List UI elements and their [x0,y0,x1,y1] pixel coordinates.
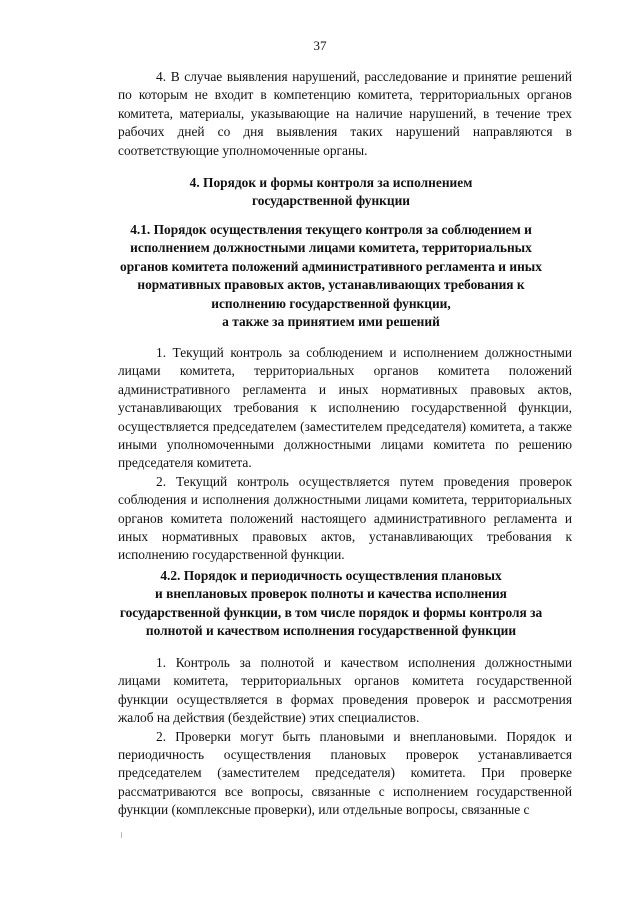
section-4-2-paragraph-2: 2. Проверки могут быть плановыми и внеплановыми. Порядок и периодичность осуществления плановых проверок устанавливается председателем (заместителем председателя) комитета. При проверке рассматриваются все вопросы, связанные с исполнением государственной функции (комплексные проверки), или отдельные вопросы, связанные с [118,728,572,818]
section-4-2-title-line: полнотой и качеством исполнения государственной функции [145,623,517,639]
section-4-2-title-line: государственной функции, в том числе порядок и формы контроля за [119,604,543,620]
section-4-1-title-line: а также за принятием ими решений [222,314,440,330]
section-4-2-paragraph-1: 1. Контроль за полнотой и качеством исполнения должностными лицами комитета, территориальных органов комитета государственной функции осуществляется в формах проведения проверок и рассмотрения жалоб на действия (бездействие) этих специалистов. [118,655,572,726]
intro-paragraph-block [118,68,572,160]
scan-speck [121,832,122,838]
section-4-2-heading [90,567,572,641]
section-4-1-body [118,344,572,565]
section-4-title-line: государственной функции [251,193,411,209]
section-4-1-heading [90,221,572,331]
section-4-1-title-line: 4.1. Порядок осуществления текущего контроля за соблюдением и [130,222,532,237]
section-4-title-line: 4. Порядок и формы контроля за исполнением [189,175,473,190]
section-4-heading [90,174,572,211]
section-4-2-title-line: и внеплановых проверок полноты и качества исполнения [155,586,507,602]
page-number: 37 [313,38,327,53]
section-4-1-title-line: нормативных правовых актов, устанавливающих требования к [137,277,525,293]
intro-paragraph: 4. В случае выявления нарушений, расследование и принятие решений по которым не входит в компетенцию комитета, территориальных органов комитета, материалы, указывающие на наличие нарушений, в течение трех рабочих дней со дня выявления таких нарушений направляются в соответствующие уполномоченные органы. [118,69,572,158]
section-4-1-paragraph-2: 2. Текущий контроль осуществляется путем проведения проверок соблюдения и исполнения должностными лицами комитета, территориальных органов комитета положений настоящего административного регламента и иных нормативных правовых актов, устанавливающих требования к исполнению государственной функции. [118,473,572,563]
section-4-2-body [118,654,572,820]
section-4-1-paragraph-1: 1. Текущий контроль за соблюдением и исполнением должностными лицами комитета, территориальных органов комитета положений административного регламента и иных нормативных правовых актов, устанавливающих требования к исполнению государственной функции, осуществляется председателем (заместителем председателя) комитета, а также иными уполномоченными должностными лицами комитета по решению председателя комитета. [118,345,572,471]
section-4-1-title-line: исполнению государственной функции, [211,295,451,311]
section-4-2-title-line: 4.2. Порядок и периодичность осуществления плановых [160,568,502,583]
section-4-1-title-line: исполнением должностными лицами комитета, территориальных [130,240,532,256]
section-4-1-title-line: органов комитета положений административного регламента и иных [120,258,542,274]
